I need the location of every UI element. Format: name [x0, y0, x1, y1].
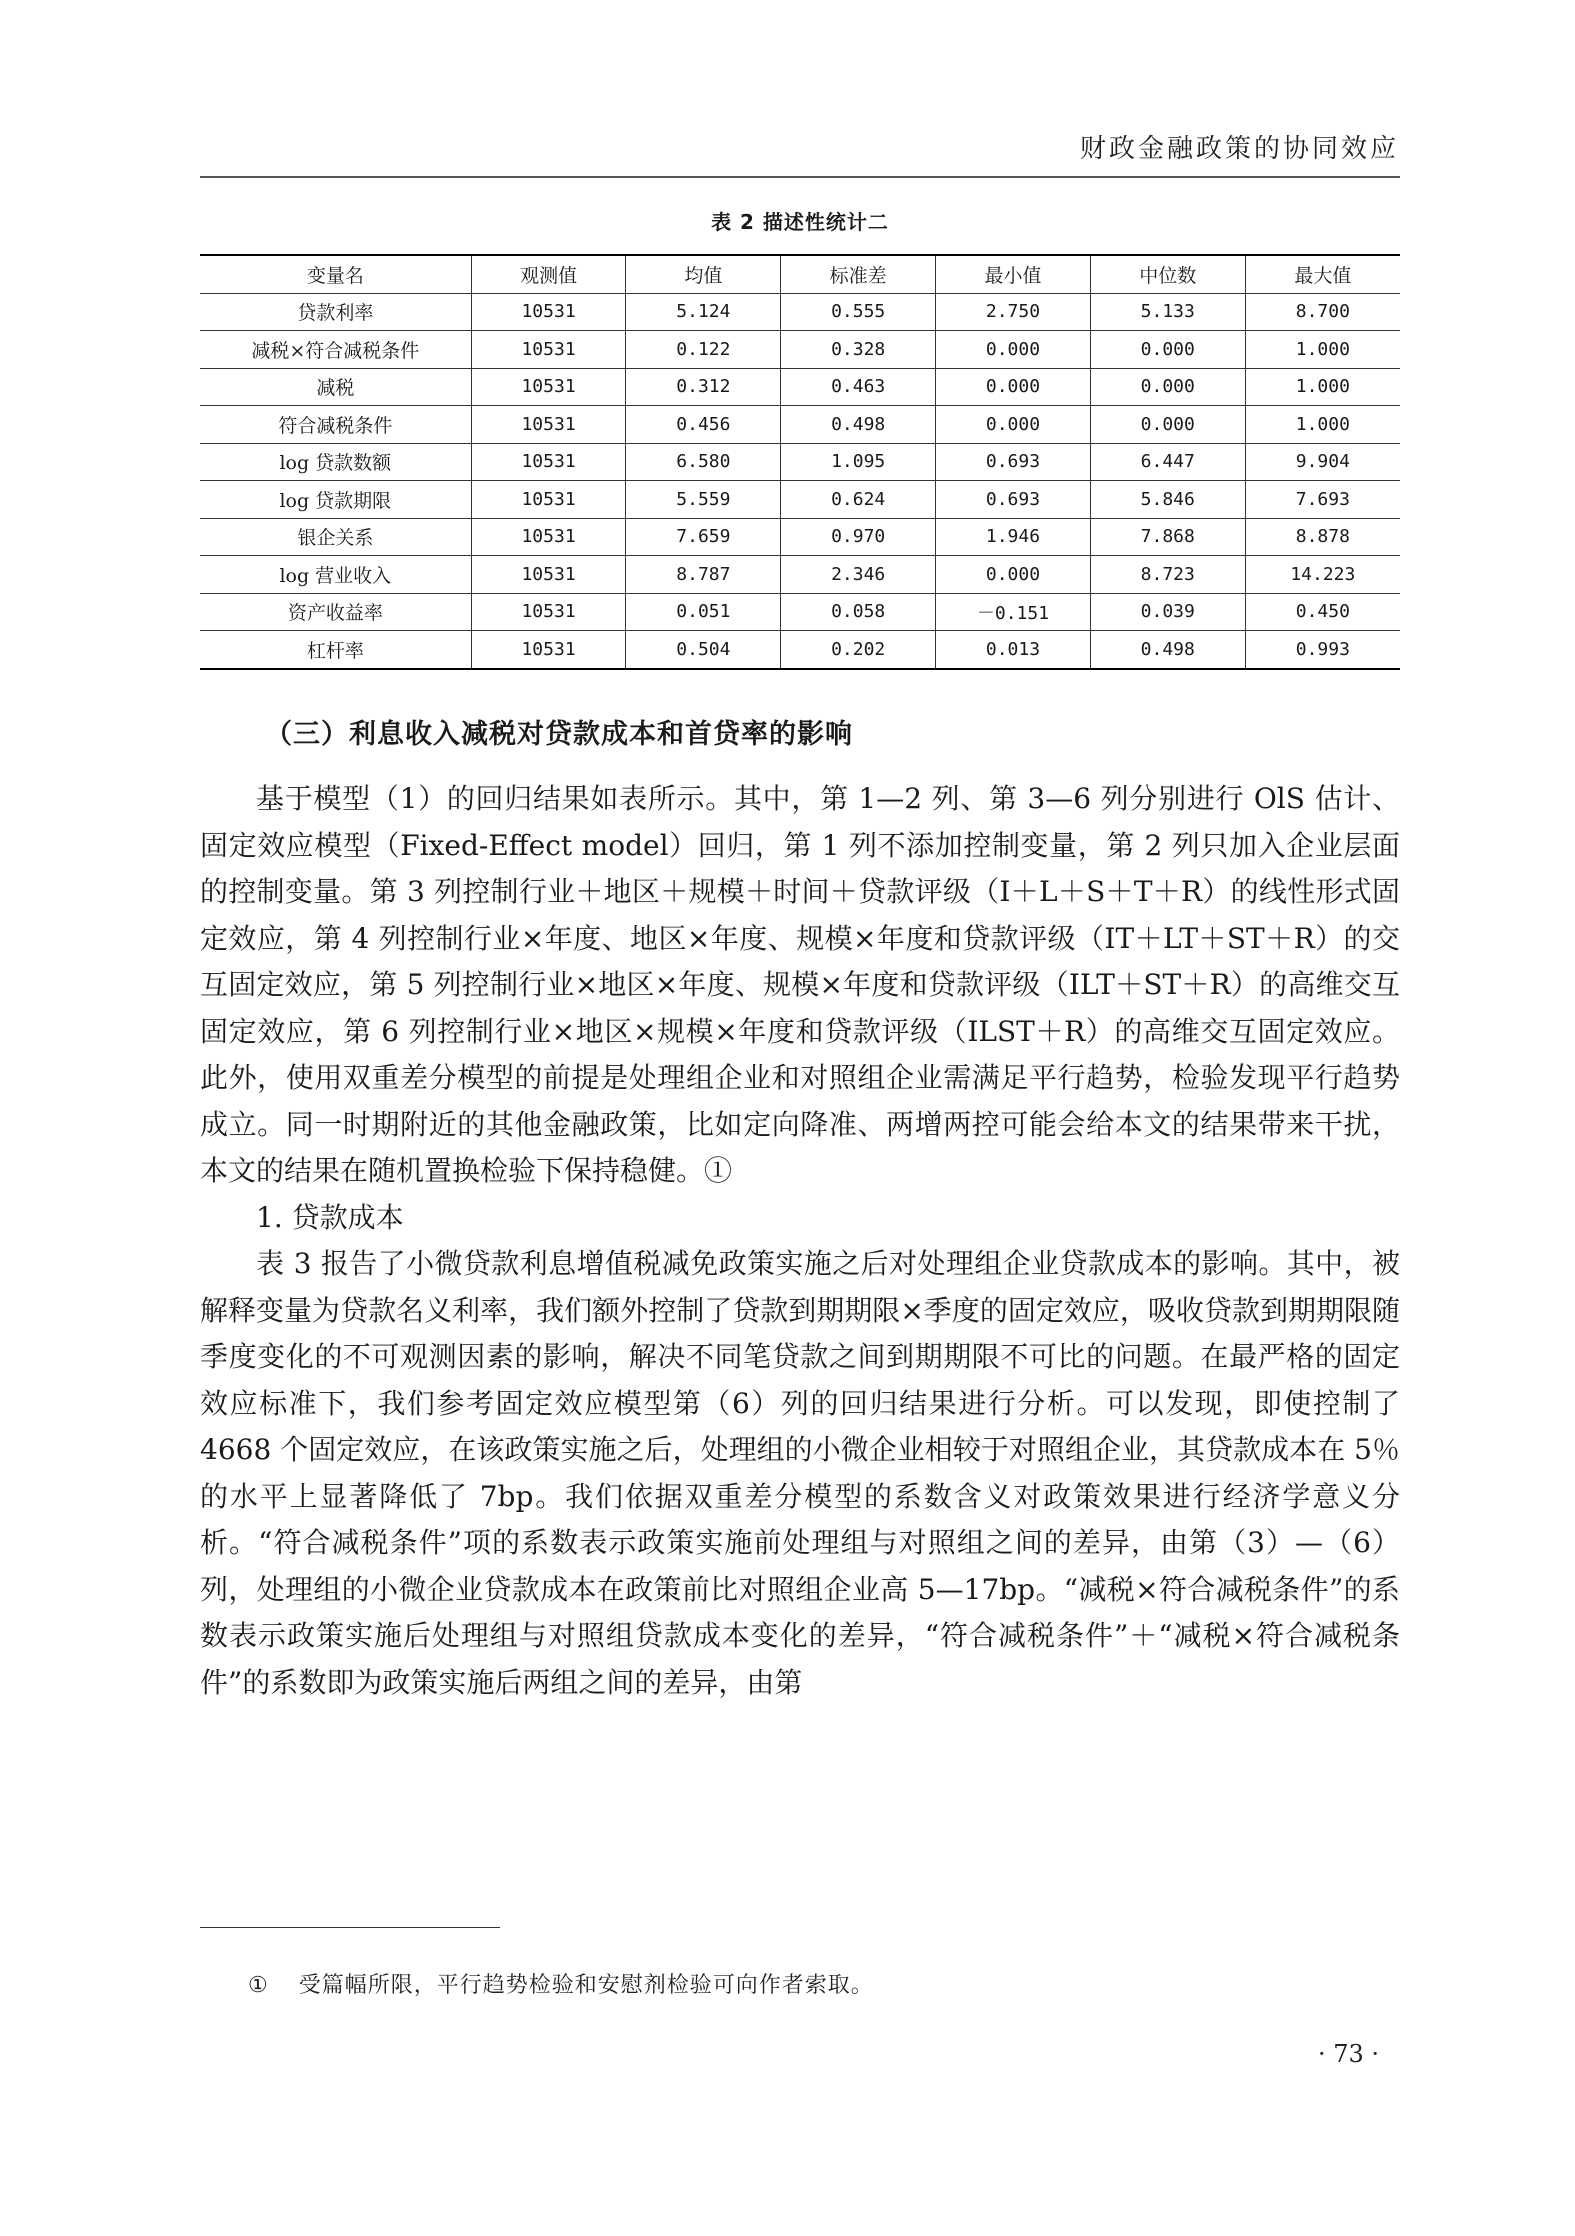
table-cell: 0.555 [781, 293, 936, 331]
variable-name: 符合减税条件 [200, 406, 471, 444]
table-row [200, 443, 1400, 481]
table-cell: 1.095 [781, 443, 936, 481]
table-cell: 0.504 [626, 631, 781, 669]
table-row [200, 631, 1400, 669]
footnote [248, 1968, 874, 1999]
variable-name: 资产收益率 [200, 593, 471, 631]
descriptive-stats-table [200, 254, 1400, 670]
column-header: 均值 [626, 255, 781, 293]
table-cell: 0.993 [1245, 631, 1400, 669]
table-cell: 0.000 [936, 368, 1091, 406]
table-cell: 7.693 [1245, 481, 1400, 519]
table-cell: 0.051 [626, 593, 781, 631]
page-number: · 73 · [1317, 2040, 1379, 2068]
table-row [200, 368, 1400, 406]
variable-name: log 营业收入 [200, 556, 471, 594]
table-cell: 0.693 [936, 443, 1091, 481]
column-header: 中位数 [1090, 255, 1245, 293]
table-title: 表 2 描述性统计二 [711, 210, 889, 234]
table-cell: 5.133 [1090, 293, 1245, 331]
table-cell: 0.450 [1245, 593, 1400, 631]
variable-name: log 贷款数额 [200, 443, 471, 481]
table-cell: －0.151 [936, 593, 1091, 631]
table-row [200, 293, 1400, 331]
column-header: 最大值 [1245, 255, 1400, 293]
table-cell: 0.058 [781, 593, 936, 631]
table-header-row [200, 255, 1400, 293]
table-cell: 10531 [471, 293, 626, 331]
table-cell: 0.498 [781, 406, 936, 444]
table-cell: 0.312 [626, 368, 781, 406]
table-cell: 0.000 [936, 406, 1091, 444]
table-cell: 10531 [471, 443, 626, 481]
table-cell: 0.498 [1090, 631, 1245, 669]
table-cell: 6.447 [1090, 443, 1245, 481]
variable-name: 贷款利率 [200, 293, 471, 331]
footnote-mark: ① [248, 1973, 269, 1998]
variable-name: log 贷款期限 [200, 481, 471, 519]
table-cell: 1.000 [1245, 331, 1400, 369]
table-cell: 5.559 [626, 481, 781, 519]
table-cell: 1.946 [936, 518, 1091, 556]
table-cell: 0.202 [781, 631, 936, 669]
table-row [200, 518, 1400, 556]
table-row [200, 481, 1400, 519]
column-header: 观测值 [471, 255, 626, 293]
table-cell: 0.000 [1090, 368, 1245, 406]
paragraph: 表 3 报告了小微贷款利息增值税减免政策实施之后对处理组企业贷款成本的影响。其中，被解释变量为贷款名义利率，我们额外控制了贷款到期期限×季度的固定效应，吸收贷款到期期限随季度变化的不可观测因素的影响，解决不同笔贷款之间到期期限不可比的问题。在最严格的固定效应标准下，我们参考固定效应模型第（6）列的回归结果进行分析。可以发现，即使控制了 4668 个固定效应，在该政策实施之后，处理组的小微企业相较于对照组企业，其贷款成本在 5％的水平上显著降低了 7bp。我们依据双重差分模型的系数含义对政策效果进行经济学意义分析。“符合减税条件”项的系数表示政策实施前处理组与对照组之间的差异，由第（3）—（6）列，处理组的小微企业贷款成本在政策前比对照组企业高 5—17bp。“减税×符合减税条件”的系数表示政策实施后处理组与对照组贷款成本变化的差异，“符合减税条件”＋“减税×符合减税条件”的系数即为政策实施后两组之间的差异，由第 [200, 1247, 1400, 1699]
table-cell: 0.624 [781, 481, 936, 519]
table-cell: 10531 [471, 368, 626, 406]
table-row [200, 406, 1400, 444]
subsection-heading: 1. 贷款成本 [256, 1200, 404, 1234]
table-cell: 10531 [471, 481, 626, 519]
paragraph: 基于模型（1）的回归结果如表所示。其中，第 1—2 列、第 3—6 列分别进行 OlS 估计、固定效应模型（Fixed-Effect model）回归，第 1 列不添加控制变量，第 2 列只加入企业层面的控制变量。第 3 列控制行业＋地区＋规模＋时间＋贷款评级（I＋L＋S＋T＋R）的线性形式固定效应，第 4 列控制行业×年度、地区×年度、规模×年度和贷款评级（IT＋LT＋ST＋R）的交互固定效应，第 5 列控制行业×地区×年度、规模×年度和贷款评级（ILT＋ST＋R）的高维交互固定效应，第 6 列控制行业×地区×规模×年度和贷款评级（ILST＋R）的高维交互固定效应。此外，使用双重差分模型的前提是处理组企业和对照组企业需满足平行趋势，检验发现平行趋势成立。同一时期附近的其他金融政策，比如定向降准、两增两控可能会给本文的结果带来干扰，本文的结果在随机置换检验下保持稳健。① [200, 782, 1400, 1187]
table-cell: 0.328 [781, 331, 936, 369]
table-cell: 0.122 [626, 331, 781, 369]
variable-name: 杠杆率 [200, 631, 471, 669]
table-cell: 2.750 [936, 293, 1091, 331]
table-cell: 0.693 [936, 481, 1091, 519]
column-header: 最小值 [936, 255, 1091, 293]
column-header: 标准差 [781, 255, 936, 293]
table-cell: 8.878 [1245, 518, 1400, 556]
table-cell: 10531 [471, 406, 626, 444]
table-cell: 2.346 [781, 556, 936, 594]
body-text [200, 776, 1400, 1706]
table-cell: 10531 [471, 593, 626, 631]
table-row [200, 331, 1400, 369]
column-header: 变量名 [306, 264, 364, 287]
table-cell: 14.223 [1245, 556, 1400, 594]
header-rule [200, 176, 1400, 178]
table-cell: 10531 [471, 331, 626, 369]
table-cell: 0.000 [936, 331, 1091, 369]
table-cell: 9.904 [1245, 443, 1400, 481]
table-cell: 8.700 [1245, 293, 1400, 331]
table-cell: 0.039 [1090, 593, 1245, 631]
variable-name: 减税×符合减税条件 [200, 331, 471, 369]
table-cell: 10531 [471, 556, 626, 594]
table-row [200, 556, 1400, 594]
section-heading: （三）利息收入减税对贷款成本和首贷率的影响 [265, 719, 853, 750]
table-row [200, 593, 1400, 631]
table-cell: 1.000 [1245, 406, 1400, 444]
footnote-rule [200, 1927, 500, 1928]
table-cell: 7.659 [626, 518, 781, 556]
table-cell: 0.456 [626, 406, 781, 444]
table-cell: 6.580 [626, 443, 781, 481]
table-cell: 0.000 [1090, 331, 1245, 369]
footnote-text: 受篇幅所限，平行趋势检验和安慰剂检验可向作者索取。 [298, 1973, 874, 1998]
table-cell: 0.463 [781, 368, 936, 406]
table-cell: 5.124 [626, 293, 781, 331]
table-cell: 0.000 [936, 556, 1091, 594]
table-cell: 8.787 [626, 556, 781, 594]
table-cell: 10531 [471, 518, 626, 556]
table-cell: 10531 [471, 631, 626, 669]
table-cell: 7.868 [1090, 518, 1245, 556]
table-cell: 1.000 [1245, 368, 1400, 406]
table-cell: 0.970 [781, 518, 936, 556]
variable-name: 减税 [200, 368, 471, 406]
table-cell: 5.846 [1090, 481, 1245, 519]
table-cell: 8.723 [1090, 556, 1245, 594]
running-title: 财政金融政策的协同效应 [1079, 134, 1399, 164]
variable-name: 银企关系 [200, 518, 471, 556]
table-cell: 0.013 [936, 631, 1091, 669]
table-cell: 0.000 [1090, 406, 1245, 444]
